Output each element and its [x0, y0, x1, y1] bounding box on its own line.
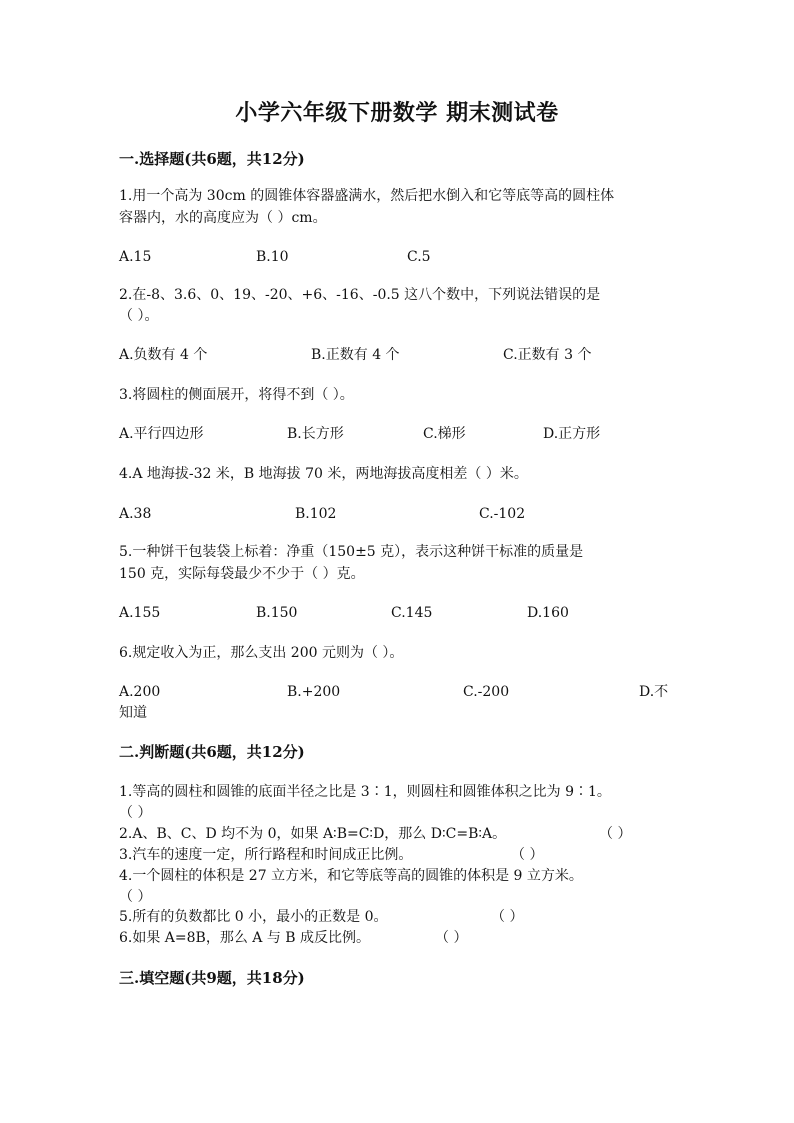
question-1-line-2: 容器内，水的高度应为（ ）cm。 — [119, 210, 327, 226]
question-3-line-1: 3.将圆柱的侧面展开，将得不到（ ）。 — [119, 387, 354, 403]
judgement-4-text: 4.一个圆柱的体积是 27 立方米，和它等底等高的圆锥的体积是 9 立方米。 — [119, 868, 583, 884]
question-2-option-c: C.正数有 3 个 — [503, 347, 592, 363]
question-5-option-b: B.150 — [256, 605, 298, 621]
judgement-1-blank: （ ） — [119, 805, 152, 821]
question-5-line-1: 5.一种饼干包装袋上标着：净重（150±5 克），表示这种饼干标准的质量是 — [119, 544, 584, 560]
question-1-option-a: A.15 — [119, 249, 152, 265]
judgement-2-text: 2.A、B、C、D 均不为 0，如果 A∶B=C∶D，那么 D∶C=B∶A。 — [119, 826, 507, 842]
judgement-5-blank: （ ） — [491, 909, 524, 925]
question-1-option-b: B.10 — [256, 249, 289, 265]
judgement-3-blank: （ ） — [511, 847, 544, 863]
question-2-option-b: B.正数有 4 个 — [311, 347, 400, 363]
question-2-line-1: 2.在-8、3.6、0、19、-20、+6、-16、-0.5 这八个数中，下列说法错误的是 — [119, 287, 601, 303]
question-4-option-c: C.-102 — [479, 506, 526, 522]
judgement-2-blank: （ ） — [599, 826, 632, 842]
question-4-option-b: B.102 — [295, 506, 337, 522]
question-6-option-a: A.200 — [119, 684, 161, 700]
question-2-option-a: A.负数有 4 个 — [119, 347, 208, 363]
question-3-option-d: D.正方形 — [543, 426, 601, 442]
question-6-line-1: 6.规定收入为正，那么支出 200 元则为（ ）。 — [119, 645, 404, 661]
question-3-option-a: A.平行四边形 — [119, 426, 204, 442]
question-3-option-c: C.梯形 — [423, 426, 466, 442]
judgement-6-blank: （ ） — [435, 930, 468, 946]
section-heading-fill: 三.填空题(共9题，共18分) — [119, 969, 305, 987]
question-4-line-1: 4.A 地海拔-32 米，B 地海拔 70 米，两地海拔高度相差（ ）米。 — [119, 466, 528, 482]
question-6-option-d: D.不 — [639, 684, 669, 700]
page-title: 小学六年级下册数学 期末测试卷 — [235, 100, 559, 126]
section-heading-choice: 一.选择题(共6题，共12分) — [119, 150, 305, 168]
question-4-option-a: A.38 — [119, 506, 152, 522]
question-3-option-b: B.长方形 — [287, 426, 344, 442]
question-6-option-c: C.-200 — [463, 684, 510, 700]
question-5-option-d: D.160 — [527, 605, 569, 621]
question-1-option-c: C.5 — [407, 249, 431, 265]
question-2-line-2: （ ）。 — [119, 308, 159, 324]
question-5-option-a: A.155 — [119, 605, 161, 621]
question-5-line-2: 150 克，实际每袋最少不少于（ ）克。 — [119, 566, 365, 582]
judgement-6-text: 6.如果 A=8B，那么 A 与 B 成反比例。 — [119, 930, 371, 946]
judgement-3-text: 3.汽车的速度一定，所行路程和时间成正比例。 — [119, 847, 413, 863]
judgement-4-blank: （ ） — [119, 889, 152, 905]
judgement-5-text: 5.所有的负数都比 0 小，最小的正数是 0。 — [119, 909, 388, 925]
question-1-line-1: 1.用一个高为 30cm 的圆锥体容器盛满水，然后把水倒入和它等底等高的圆柱体 — [119, 188, 615, 204]
section-heading-judgement: 二.判断题(共6题，共12分) — [119, 743, 305, 761]
question-5-option-c: C.145 — [391, 605, 433, 621]
question-6-option-b: B.+200 — [287, 684, 341, 700]
question-6-option-d-wrap: 知道 — [119, 705, 147, 721]
judgement-1-text: 1.等高的圆柱和圆锥的底面半径之比是 3∶1，则圆柱和圆锥体积之比为 9∶1。 — [119, 784, 611, 800]
